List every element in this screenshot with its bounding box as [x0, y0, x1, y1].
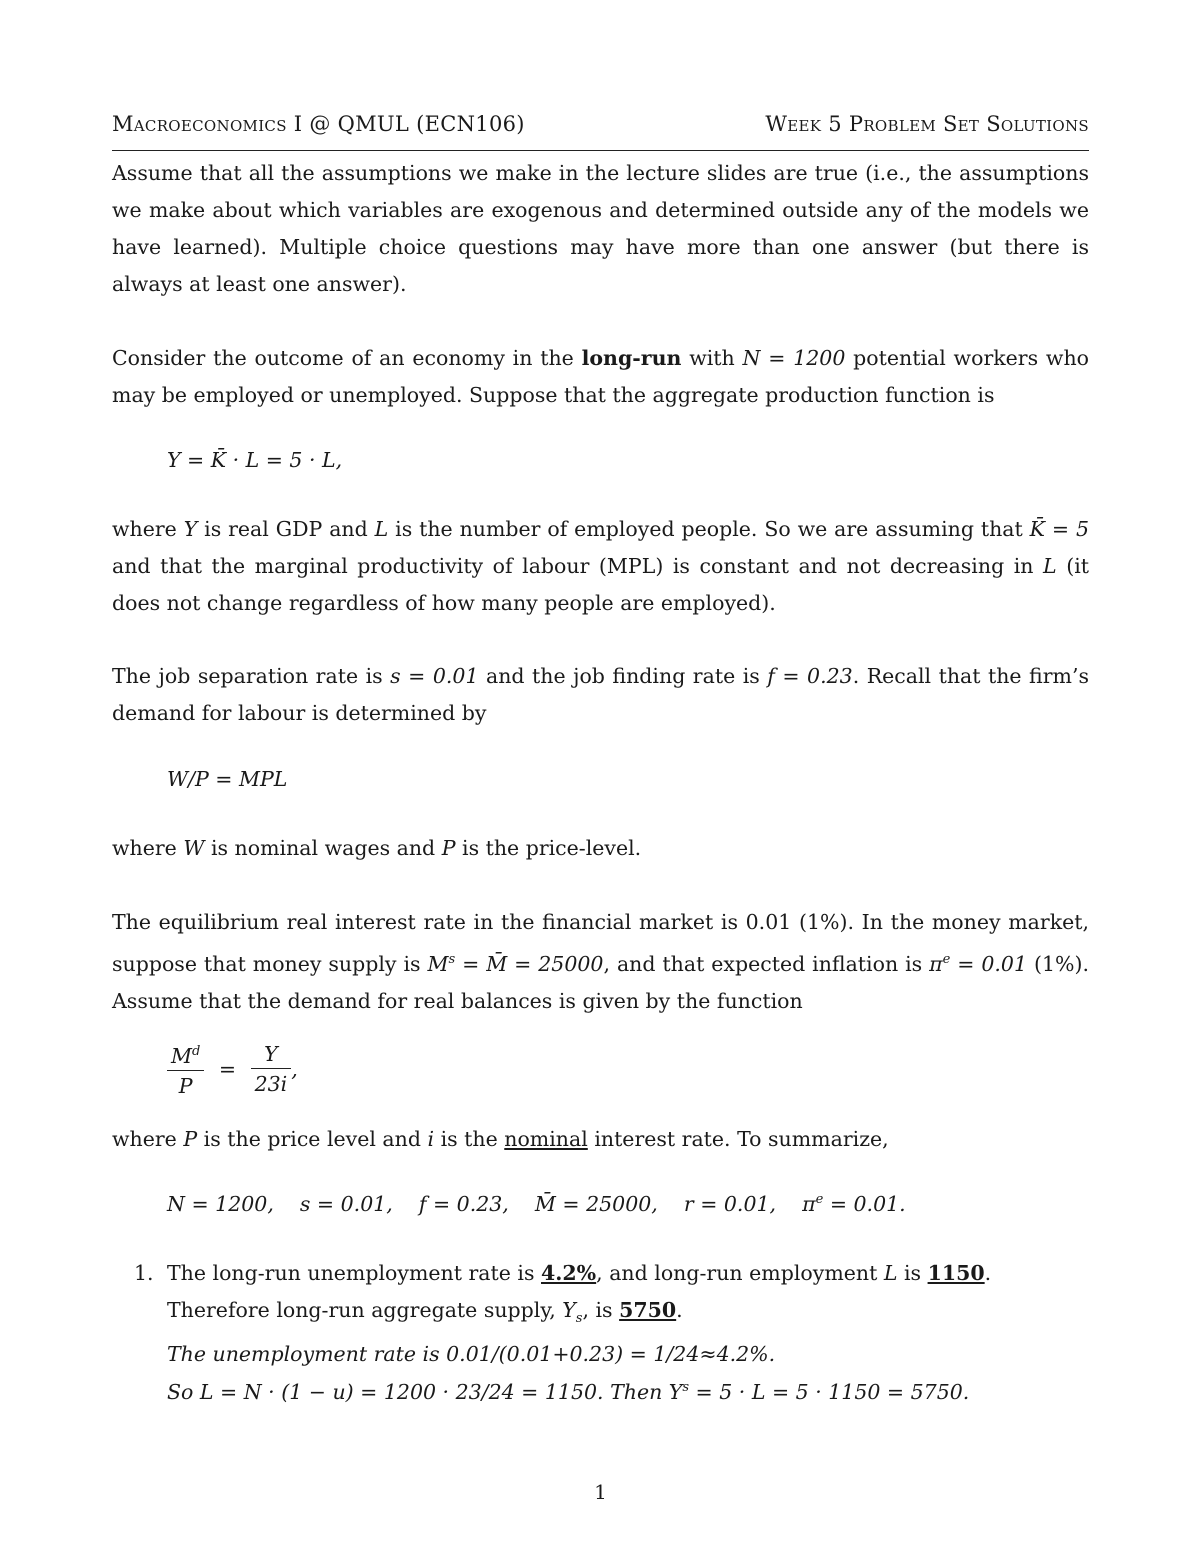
question-1: 1. The long-run unemployment rate is 4.2%, and long-run employment L is 1150. Therefore long-run aggregate supply, $Y_s$, is 5750. — [134, 1255, 1089, 1337]
solution-line-1: The unemployment rate is 0.01/(0.01+0.23) = 1/24≈4.2%. — [167, 1342, 776, 1366]
paragraph-wages: where W is nominal wages and P is the price-level. — [112, 836, 642, 860]
course-title: Macroeconomics I @ QMUL (ECN106) — [112, 112, 525, 136]
document-page — [112, 0, 1089, 1553]
intro-paragraph: Assume that all the assumptions we make in the lecture slides are true (i.e., the assumptions we make about which variables are exogenous and determined outside any of the models we have learned). Multiple choice questions may have more than one answer (but there is always at least one answer). — [112, 161, 1089, 296]
question-1-text: The long-run unemployment rate is 4.2%, and long-run employment L is 1150. Therefore long-run aggregate supply, $Y_s$, is 5750. — [167, 1261, 992, 1327]
document-title: Week 5 Problem Set Solutions — [765, 112, 1089, 136]
money-demand-equation: $\frac{M^d}{P}$ = $\frac{Y}{23i}$ , — [167, 1038, 298, 1101]
running-header — [112, 112, 1089, 136]
paragraph-production: Consider the outcome of an economy in the long-run with N = 1200 potential workers who may be employed or unemployed. Suppose that the aggregate production function is — [112, 346, 1089, 407]
parameter-summary: N = 1200, s = 0.01, f = 0.23, M̄ = 25000, r = 0.01, $\pi^e = 0.01$. — [167, 1192, 906, 1216]
paragraph-summary-intro: where P is the price level and i is the nominal interest rate. To summarize, — [112, 1127, 889, 1151]
solution-line-2: So L = N · (1 − u) = 1200 · 23/24 = 1150. Then $Y^s = 5 \cdot L = 5 \cdot 1150 = 5750$. — [167, 1380, 970, 1404]
page-number: 1 — [594, 1480, 607, 1504]
labour-demand-equation: W/P = MPL — [167, 767, 288, 791]
header-rule — [112, 150, 1089, 151]
paragraph-mpl: where Y is real GDP and L is the number of employed people. So we are assuming that K̄ = 5 and that the marginal productivity of labour (MPL) is constant and not decreasing in L (it does not change regardless of how many people are employed). — [112, 517, 1090, 615]
paragraph-job-rates: The job separation rate is s = 0.01 and the job finding rate is f = 0.23. Recall that the firm’s demand for labour is determined by — [112, 664, 1089, 725]
production-function-equation: Y = K̄ · L = 5 · L, — [167, 448, 343, 472]
paragraph-money-market: The equilibrium real interest rate in the financial market is 0.01 (1%). In the money market, suppose that money supply is $M^s$ = M̄ = 25000, and that expected inflation is $\pi^e = 0.01$ (1%). Assume that the demand for real balances is given by the function — [112, 910, 1089, 1013]
